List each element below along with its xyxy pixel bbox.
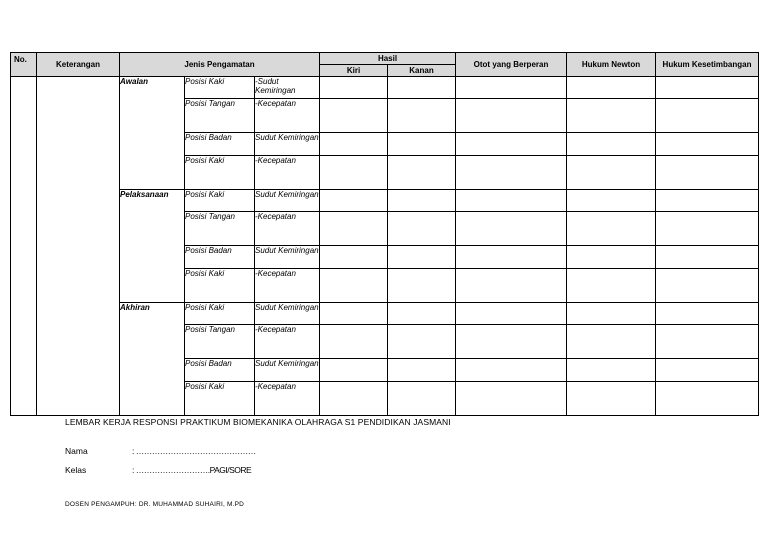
kanan-cell[interactable]	[388, 77, 456, 99]
header-otot: Otot yang Berperan	[456, 53, 567, 77]
parameter-cell: Sudut Kemiringan	[255, 246, 320, 269]
posisi-cell: Posisi Kaki	[185, 190, 255, 212]
kanan-cell[interactable]	[388, 303, 456, 325]
otot-cell[interactable]	[456, 246, 567, 269]
table-body	[11, 77, 759, 416]
parameter-cell: -Kecepatan	[255, 212, 320, 246]
otot-cell[interactable]	[456, 269, 567, 303]
kanan-cell[interactable]	[388, 359, 456, 382]
parameter-cell: Sudut Kemiringan	[255, 133, 320, 156]
header-jenis-pengamatan: Jenis Pengamatan	[120, 53, 320, 77]
nama-label: Nama	[65, 446, 88, 456]
hukum-newton-cell[interactable]	[567, 190, 656, 212]
hukum-newton-cell[interactable]	[567, 246, 656, 269]
hukum-newton-cell[interactable]	[567, 212, 656, 246]
posisi-cell: Posisi Kaki	[185, 77, 255, 99]
phase-label: Akhiran	[120, 303, 185, 416]
nama-field[interactable]: : ………………………………………	[132, 446, 256, 456]
kanan-cell[interactable]	[388, 133, 456, 156]
kiri-cell[interactable]	[320, 246, 388, 269]
hukum-kesetimbangan-cell[interactable]	[656, 269, 759, 303]
otot-cell[interactable]	[456, 359, 567, 382]
phase-label: Pelaksanaan	[120, 190, 185, 303]
header-hukum-newton: Hukum Newton	[567, 53, 656, 77]
table-row	[11, 77, 759, 99]
posisi-cell: Posisi Kaki	[185, 156, 255, 190]
kanan-cell[interactable]	[388, 212, 456, 246]
posisi-cell: Posisi Badan	[185, 359, 255, 382]
kiri-cell[interactable]	[320, 212, 388, 246]
parameter-cell: Sudut Kemiringan	[255, 359, 320, 382]
kelas-field[interactable]: : ……………………….PAGI/SORE	[132, 465, 252, 475]
hukum-kesetimbangan-cell[interactable]	[656, 359, 759, 382]
kiri-cell[interactable]	[320, 325, 388, 359]
hukum-newton-cell[interactable]	[567, 382, 656, 416]
hukum-kesetimbangan-cell[interactable]	[656, 246, 759, 269]
kanan-cell[interactable]	[388, 382, 456, 416]
header-kiri: Kiri	[320, 65, 388, 77]
kanan-cell[interactable]	[388, 325, 456, 359]
hukum-kesetimbangan-cell[interactable]	[656, 99, 759, 133]
hukum-kesetimbangan-cell[interactable]	[656, 382, 759, 416]
header-keterangan: Keterangan	[37, 53, 120, 77]
kiri-cell[interactable]	[320, 156, 388, 190]
hukum-kesetimbangan-cell[interactable]	[656, 77, 759, 99]
dosen-pengampu: DOSEN PENGAMPUH: DR. MUHAMMAD SUHAIRI, M.PD	[65, 501, 245, 508]
header-no: No.	[11, 53, 37, 77]
hukum-kesetimbangan-cell[interactable]	[656, 156, 759, 190]
kiri-cell[interactable]	[320, 359, 388, 382]
parameter-cell: -Kecepatan	[255, 99, 320, 133]
kiri-cell[interactable]	[320, 303, 388, 325]
parameter-cell: -Sudut Kemiringan	[255, 77, 320, 99]
hukum-newton-cell[interactable]	[567, 303, 656, 325]
otot-cell[interactable]	[456, 156, 567, 190]
hukum-newton-cell[interactable]	[567, 99, 656, 133]
otot-cell[interactable]	[456, 303, 567, 325]
posisi-cell: Posisi Kaki	[185, 303, 255, 325]
posisi-cell: Posisi Badan	[185, 246, 255, 269]
kanan-cell[interactable]	[388, 246, 456, 269]
kiri-cell[interactable]	[320, 99, 388, 133]
header-hasil: Hasil	[320, 53, 456, 65]
parameter-cell: -Kecepatan	[255, 325, 320, 359]
parameter-cell: Sudut Kemiringan	[255, 190, 320, 212]
hukum-kesetimbangan-cell[interactable]	[656, 190, 759, 212]
parameter-cell: -Kecepatan	[255, 269, 320, 303]
no-cell[interactable]	[11, 77, 37, 416]
phase-label: Awalan	[120, 77, 185, 190]
kiri-cell[interactable]	[320, 133, 388, 156]
hukum-kesetimbangan-cell[interactable]	[656, 303, 759, 325]
kanan-cell[interactable]	[388, 269, 456, 303]
worksheet-container	[10, 52, 758, 416]
otot-cell[interactable]	[456, 190, 567, 212]
kelas-label: Kelas	[65, 465, 87, 475]
otot-cell[interactable]	[456, 325, 567, 359]
otot-cell[interactable]	[456, 133, 567, 156]
hukum-newton-cell[interactable]	[567, 133, 656, 156]
otot-cell[interactable]	[456, 382, 567, 416]
posisi-cell: Posisi Kaki	[185, 269, 255, 303]
kiri-cell[interactable]	[320, 77, 388, 99]
posisi-cell: Posisi Badan	[185, 133, 255, 156]
table-row	[11, 190, 759, 212]
otot-cell[interactable]	[456, 99, 567, 133]
parameter-cell: Sudut Kemiringan	[255, 303, 320, 325]
hukum-newton-cell[interactable]	[567, 77, 656, 99]
posisi-cell: Posisi Tangan	[185, 212, 255, 246]
hukum-kesetimbangan-cell[interactable]	[656, 325, 759, 359]
hukum-kesetimbangan-cell[interactable]	[656, 133, 759, 156]
observation-table	[10, 52, 759, 416]
kanan-cell[interactable]	[388, 190, 456, 212]
parameter-cell: -Kecepatan	[255, 382, 320, 416]
header-kanan: Kanan	[388, 65, 456, 77]
kanan-cell[interactable]	[388, 99, 456, 133]
kanan-cell[interactable]	[388, 156, 456, 190]
header-hukum-kesetimbangan: Hukum Kesetimbangan	[656, 53, 759, 77]
otot-cell[interactable]	[456, 212, 567, 246]
otot-cell[interactable]	[456, 77, 567, 99]
kiri-cell[interactable]	[320, 269, 388, 303]
posisi-cell: Posisi Tangan	[185, 99, 255, 133]
hukum-kesetimbangan-cell[interactable]	[656, 212, 759, 246]
hukum-newton-cell[interactable]	[567, 269, 656, 303]
kiri-cell[interactable]	[320, 190, 388, 212]
hukum-newton-cell[interactable]	[567, 156, 656, 190]
worksheet-title: LEMBAR KERJA RESPONSI PRAKTIKUM BIOMEKANIKA OLAHRAGA S1 PENDIDIKAN JASMANI	[65, 417, 451, 427]
posisi-cell: Posisi Kaki	[185, 382, 255, 416]
keterangan-cell[interactable]	[37, 77, 120, 416]
table-row	[11, 303, 759, 325]
hukum-newton-cell[interactable]	[567, 325, 656, 359]
posisi-cell: Posisi Tangan	[185, 325, 255, 359]
parameter-cell: -Kecepatan	[255, 156, 320, 190]
hukum-newton-cell[interactable]	[567, 359, 656, 382]
kiri-cell[interactable]	[320, 382, 388, 416]
